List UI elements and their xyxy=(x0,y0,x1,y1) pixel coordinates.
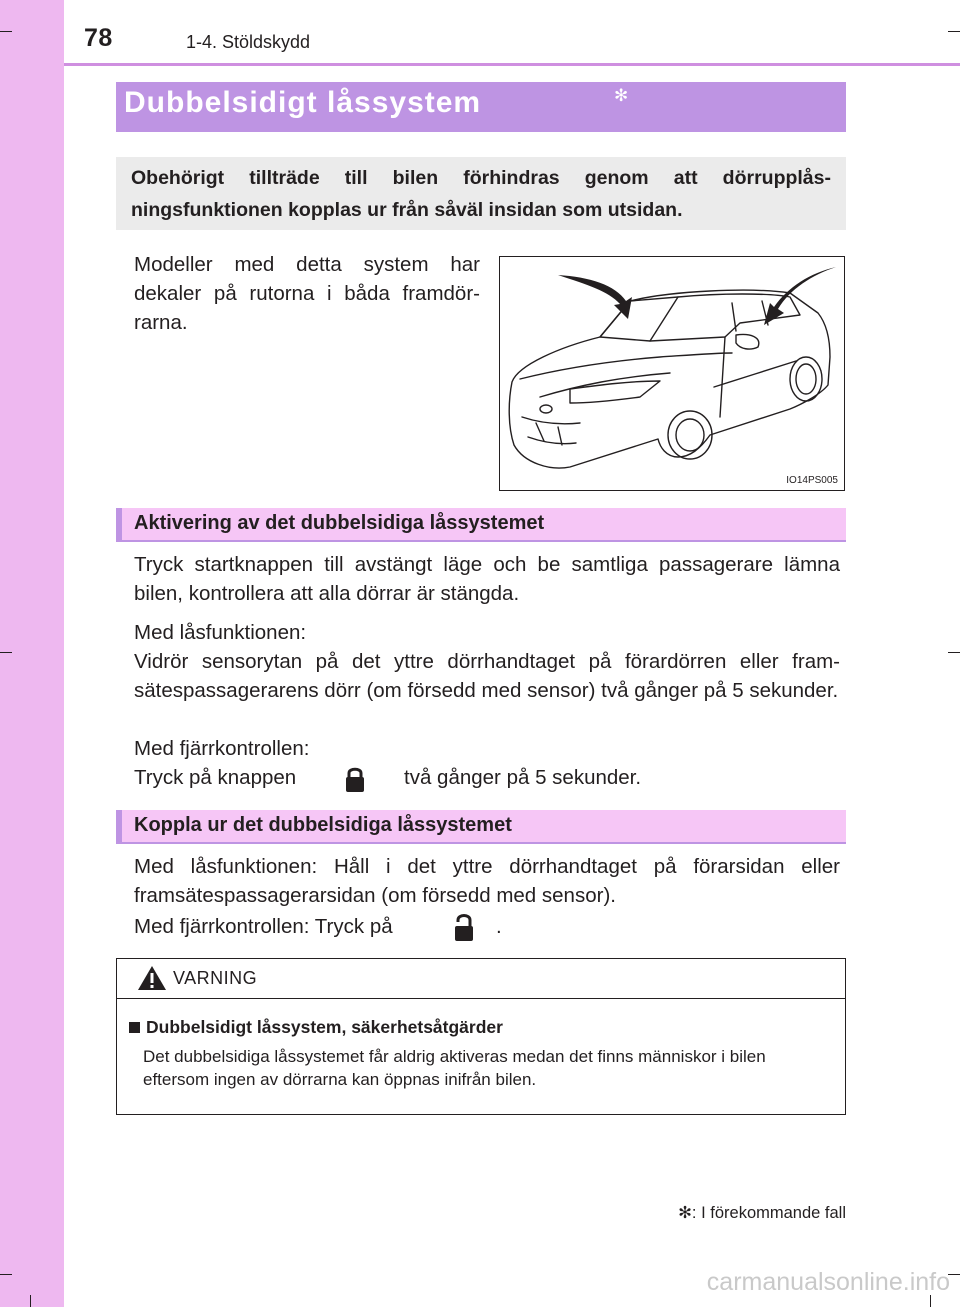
square-bullet-icon xyxy=(129,1022,140,1033)
warning-triangle-icon xyxy=(137,964,167,992)
lock-button-icon xyxy=(341,764,369,794)
unlock-button-icon xyxy=(450,911,478,943)
deactivate-lock-text: Med låsfunktionen: Håll i det yttre dörrhandtaget på förarsidan eller framsätespassagerarsidan (om försedd med sensor). xyxy=(134,855,840,907)
warning-item-heading xyxy=(129,1017,503,1038)
figure-code: IO14PS005 xyxy=(786,475,838,486)
intro-box xyxy=(116,157,846,230)
warning-label: VARNING xyxy=(173,968,258,988)
section-heading-deactivate-text: Koppla ur det dubbelsidiga låssystemet xyxy=(134,814,512,836)
section-title-bar xyxy=(116,82,846,132)
page-title: Dubbelsidigt låssystem xyxy=(124,86,482,119)
lock-function-text: Vidrör sensorytan på det yttre dörrhandtaget på förardörren eller fram-sätespassagerarens dörr (om försedd med sensor) två gånger på 5 sekunder. xyxy=(134,650,840,702)
asterisk-icon: ✻ xyxy=(678,1204,692,1222)
crop-mark xyxy=(0,31,12,32)
crop-mark xyxy=(948,31,960,32)
page-side-strip xyxy=(0,0,64,1307)
crop-mark xyxy=(30,1295,31,1307)
watermark: carmanualsonline.info xyxy=(706,1268,950,1296)
remote-text-post: två gånger på 5 sekunder. xyxy=(404,766,642,789)
warning-item-heading-text: Dubbelsidigt låssystem, säkerhetsåtgärder xyxy=(146,1017,503,1037)
car-drawing xyxy=(500,257,844,490)
asterisk-icon: ✻ xyxy=(614,86,629,105)
lock-function-label: Med låsfunktionen: xyxy=(134,621,307,644)
deactivate-remote-post: . xyxy=(496,915,502,938)
chapter-title: 1-4. Stöldskydd xyxy=(186,32,311,52)
warning-box xyxy=(116,958,846,1115)
footnote xyxy=(678,1203,846,1223)
page-number: 78 xyxy=(84,24,113,52)
remote-text-pre: Tryck på knappen xyxy=(134,766,297,789)
footnote-text: : I förekommande fall xyxy=(691,1204,846,1222)
activate-step-text: Tryck startknappen till avstängt läge och be samtliga passagerare lämna bilen, kontrollera att alla dörrar är stängda. xyxy=(134,553,840,605)
remote-label: Med fjärrkontrollen: xyxy=(134,737,310,760)
section-heading-activate-text: Aktivering av det dubbelsidiga låssystemet xyxy=(134,512,545,534)
warning-header xyxy=(117,959,845,999)
deactivate-remote-pre: Med fjärrkontrollen: Tryck på xyxy=(134,915,393,938)
crop-mark xyxy=(0,652,12,653)
crop-mark xyxy=(0,1274,12,1275)
section-heading-activate xyxy=(116,508,846,542)
crop-mark xyxy=(948,652,960,653)
models-text: Modeller med detta system har dekaler på rutorna i båda framdör-rarna. xyxy=(134,253,480,334)
car-illustration xyxy=(499,256,845,491)
section-heading-deactivate xyxy=(116,810,846,844)
header-rule xyxy=(64,63,960,66)
intro-text: Obehörigt tillträde till bilen förhindras genom att dörrupplås-ningsfunktionen kopplas ur från såväl insidan som utsidan. xyxy=(131,167,831,221)
warning-item-text: Det dubbelsidiga låssystemet får aldrig aktiveras medan det finns människor i bilen eftersom ingen av dörrarna kan öppnas inifrån bilen. xyxy=(143,1047,766,1089)
